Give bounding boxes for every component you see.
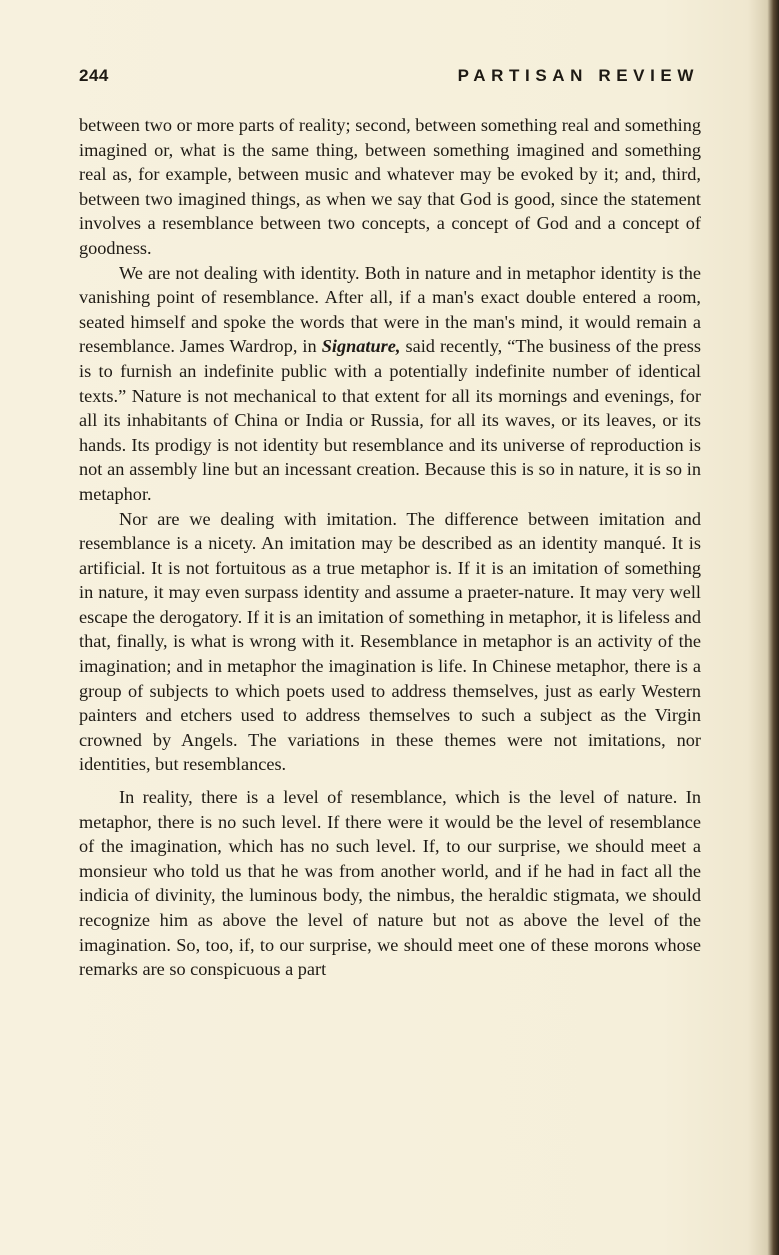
paragraph-1: between two or more parts of reality; second, between something real and something imagined or, what is the same thing, between something imagined and something real as, for example, between music and whatever may be evoked by it; and, third, between two imagined things, as when we say that God is good, since the statement involves a resemblance between two concepts, a concept of God and a concept of goodness. (79, 115, 701, 258)
body-text (79, 113, 701, 982)
page-header (79, 66, 699, 90)
paragraph-4: In reality, there is a level of resemblance, which is the level of nature. In metaphor, there is no such level. If there were it would be the level of resemblance of the imagination, which has no such level. If, to our surprise, we should meet a monsieur who told us that he was from another world, and if he had in fact all the indicia of divinity, the luminous body, the nimbus, the heraldic stigmata, we should recognize him as above the level of nature but not as above the level of the imagination. So, too, if, to our surprise, we should meet one of these morons whose remarks are so conspicuous a part (79, 787, 701, 980)
paragraph-2: We are not dealing with identity. Both in nature and in metaphor identity is the vanishing point of resemblance. After all, if a man's exact double entered a room, seated himself and spoke the words that were in the man's mind, it would remain a resemblance. James Wardrop, in Signature, said recently, “The business of the press is to furnish an indefinite public with a potentially indefinite number of identical texts.” Nature is not mechanical to that extent for all its mornings and evenings, for all its inhabitants of China or India or Russia, for all its waves, or its leaves, or its hands. Its prodigy is not identity but resemblance and its universe of reproduction is not an assembly line but an incessant creation. Because this is so in nature, it is so in metaphor. (79, 262, 702, 504)
running-head: PARTISAN REVIEW (457, 66, 699, 85)
paragraph-3: Nor are we dealing with imitation. The difference between imitation and resemblance is a nicety. An imitation may be described as an identity manqué. It is artificial. It is not fortuitous as a true metaphor is. If it is an imitation of something in nature, it may even surpass identity and assume a praeter-nature. It may very well escape the derogatory. If it is an imitation of something in metaphor, it is lifeless and that, finally, is what is wrong with it. Resemblance in metaphor is an activity of the imagination; and in metaphor the imagination is life. In Chinese metaphor, there is a group of subjects to which poets used to address themselves, just as early Western painters and etchers used to address themselves to such a subject as the Virgin crowned by Angels. The variations in these themes were not imitations, nor identities, but resemblances. (79, 508, 701, 775)
page-number: 244 (79, 66, 109, 85)
italic-title: Signature, (321, 336, 401, 357)
